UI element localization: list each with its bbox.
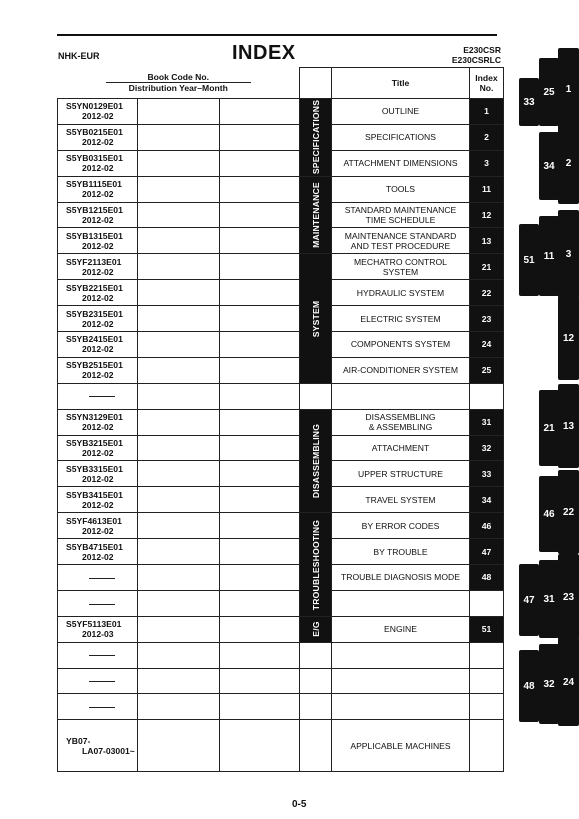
group-label: MAINTENANCE [310, 182, 321, 248]
book-code-cell [58, 565, 138, 591]
book-code-cell [58, 435, 138, 461]
model-names [452, 45, 501, 65]
blank-cell [300, 720, 332, 772]
index-tab-cell[interactable]: 31 [470, 409, 504, 435]
title-line-1: OUTLINE [381, 106, 420, 117]
blank-cell [220, 616, 300, 642]
book-code: S5YF5113E01 [66, 619, 122, 630]
book-code: S5YB1315E01 [66, 230, 123, 241]
index-tab-cell[interactable]: 23 [470, 306, 504, 332]
dash-line [89, 655, 115, 656]
blank-cell [470, 694, 504, 720]
distribution-date: 2012-02 [82, 551, 114, 562]
blank-cell [138, 565, 220, 591]
book-code-cell [58, 150, 138, 176]
blank-cell [220, 280, 300, 306]
index-tab-cell[interactable]: 3 [470, 150, 504, 176]
title-cell [332, 694, 470, 720]
book-code-cell [58, 280, 138, 306]
side-tab-13[interactable]: 13 [558, 384, 579, 468]
index-label: Index [475, 73, 498, 83]
book-code: S5YB2215E01 [66, 282, 123, 293]
book-code-cell [58, 720, 138, 772]
table-row [58, 306, 504, 332]
blank-cell [300, 642, 332, 668]
title-cell [332, 616, 470, 642]
title-line-1: BY ERROR CODES [361, 520, 440, 531]
title-header: Title [332, 68, 470, 99]
title-line-1: TRAVEL SYSTEM [365, 494, 436, 505]
side-tab-11[interactable]: 11 [539, 216, 559, 296]
title-line-1: ATTACHMENT DIMENSIONS [343, 158, 458, 169]
title-cell [332, 176, 470, 202]
top-rule [57, 34, 497, 36]
blank-cell [220, 99, 300, 125]
index-tab-cell[interactable]: 22 [470, 280, 504, 306]
side-tab-33[interactable]: 33 [519, 78, 539, 126]
table-row [58, 642, 504, 668]
book-code-cell [58, 176, 138, 202]
index-tab-cell[interactable]: 34 [470, 487, 504, 513]
title-cell [332, 99, 470, 125]
table-row [58, 590, 504, 616]
book-code-cell [58, 357, 138, 383]
title-cell [332, 539, 470, 565]
index-tab-cell[interactable]: 12 [470, 202, 504, 228]
blank-cell [220, 254, 300, 280]
blank-cell [470, 590, 504, 616]
blank-cell [220, 150, 300, 176]
side-tab-31[interactable]: 31 [539, 560, 559, 638]
title-line-1: BY TROUBLE [373, 546, 428, 557]
blank-cell [138, 668, 220, 694]
index-tab-cell[interactable]: 32 [470, 435, 504, 461]
blank-cell [220, 124, 300, 150]
table-row [58, 332, 504, 358]
blank-cell [220, 332, 300, 358]
distribution-date: 2012-02 [82, 215, 114, 225]
title-cell [332, 254, 470, 280]
book-code: S5YB4715E01 [66, 541, 123, 552]
blank-cell [470, 383, 504, 409]
book-code: S5YN0129E01 [66, 101, 123, 112]
side-tab-2[interactable]: 2 [558, 122, 579, 204]
distribution-date: LA07-03001~ [82, 745, 135, 756]
title-line-1: ELECTRIC SYSTEM [360, 313, 441, 324]
title-cell [332, 642, 470, 668]
book-code: S5YB0315E01 [66, 153, 123, 164]
index-tab-cell[interactable]: 11 [470, 176, 504, 202]
blank-cell [220, 202, 300, 228]
table-row [58, 668, 504, 694]
title-line-1: TOOLS [386, 184, 415, 195]
blank-cell [220, 668, 300, 694]
group-label: DISASSEMBLING [310, 423, 321, 499]
book-code-cell [58, 642, 138, 668]
title-cell [332, 720, 470, 772]
index-tab-cell[interactable]: 2 [470, 124, 504, 150]
table-row [58, 176, 504, 202]
table-row [58, 228, 504, 254]
title-cell [332, 565, 470, 591]
book-code-cell [58, 383, 138, 409]
distribution-date: 2012-02 [82, 189, 114, 200]
table-row [58, 539, 504, 565]
blank-cell [138, 461, 220, 487]
blank-cell [220, 383, 300, 409]
book-code-cell [58, 513, 138, 539]
blank-cell [138, 99, 220, 125]
title-line-1: ATTACHMENT [371, 443, 430, 454]
book-code-cell [58, 99, 138, 125]
blank-cell [300, 383, 332, 409]
title-cell [332, 668, 470, 694]
dash-line [89, 707, 115, 708]
distribution-date: 2012-02 [82, 163, 114, 174]
table-row [58, 357, 504, 383]
title-line-1: MAINTENANCE STANDARD [344, 230, 457, 241]
blank-cell [470, 668, 504, 694]
index-tab-cell[interactable]: 21 [470, 254, 504, 280]
title-cell [332, 124, 470, 150]
book-code-cell [58, 332, 138, 358]
side-tab-34[interactable]: 34 [539, 132, 559, 200]
index-tab-cell[interactable]: 51 [470, 616, 504, 642]
group-label-cell [300, 176, 332, 254]
blank-cell [138, 720, 220, 772]
table-row [58, 435, 504, 461]
group-header [300, 68, 332, 99]
distribution-date: 2012-03 [82, 629, 114, 640]
blank-cell [300, 668, 332, 694]
side-tab-46[interactable]: 46 [539, 476, 559, 552]
title-line-1: AIR-CONDITIONER SYSTEM [342, 365, 459, 376]
title-line-1: HYDRAULIC SYSTEM [356, 287, 445, 298]
title-cell [332, 590, 470, 616]
title-line-2: AND TEST PROCEDURE [350, 240, 451, 251]
group-label-cell [300, 99, 332, 177]
group-label: SPECIFICATIONS [310, 100, 321, 175]
distribution-date: 2012-02 [82, 111, 114, 122]
table-row [58, 513, 504, 539]
blank-cell [138, 332, 220, 358]
blank-cell [220, 720, 300, 772]
book-code-cell [58, 124, 138, 150]
blank-cell [138, 150, 220, 176]
title-line-1: STANDARD MAINTENANCE [344, 205, 457, 215]
table-row [58, 280, 504, 306]
blank-cell [138, 357, 220, 383]
book-code: S5YB2515E01 [66, 360, 123, 371]
index-tab-cell[interactable]: 47 [470, 539, 504, 565]
blank-cell [138, 228, 220, 254]
group-label-cell [300, 616, 332, 642]
blank-cell [220, 435, 300, 461]
distribution-date: 2012-02 [82, 525, 114, 536]
book-code-cell [58, 202, 138, 228]
blank-cell [220, 565, 300, 591]
title-line-1: TROUBLE DIAGNOSIS MODE [341, 572, 460, 583]
side-tab-32[interactable]: 32 [539, 644, 559, 724]
table-row [58, 720, 504, 772]
group-label: TROUBLESHOOTING [310, 519, 321, 610]
dash-line [89, 578, 115, 579]
blank-cell [138, 254, 220, 280]
title-line-1: UPPER STRUCTURE [358, 468, 443, 479]
group-label-cell [300, 254, 332, 383]
table-row [58, 99, 504, 125]
title-cell [332, 409, 470, 435]
book-code-cell [58, 590, 138, 616]
book-code-cell [58, 616, 138, 642]
blank-cell [138, 694, 220, 720]
book-code-cell [58, 228, 138, 254]
blank-cell [138, 616, 220, 642]
book-code-header [58, 68, 300, 99]
book-code-cell [58, 668, 138, 694]
blank-cell [220, 357, 300, 383]
title-cell [332, 228, 470, 254]
title-line-2: SYSTEM [382, 266, 419, 277]
table-row [58, 254, 504, 280]
title-cell [332, 461, 470, 487]
blank-cell [220, 409, 300, 435]
title-line-2: TIME SCHEDULE [365, 215, 436, 225]
distribution-date: 2012-02 [82, 448, 114, 459]
blank-cell [220, 539, 300, 565]
blank-cell [138, 409, 220, 435]
book-code: S5YB0215E01 [66, 127, 123, 138]
table-row [58, 202, 504, 228]
side-tab-51[interactable]: 51 [519, 224, 539, 296]
table-row [58, 461, 504, 487]
blank-cell [300, 694, 332, 720]
dash-line [89, 604, 115, 605]
distribution-date: 2012-02 [82, 292, 114, 303]
book-code: S5YB2415E01 [66, 334, 123, 345]
book-code: S5YB3215E01 [66, 438, 123, 449]
side-tab-1[interactable]: 1 [558, 48, 579, 130]
title-cell [332, 150, 470, 176]
side-tab-23[interactable]: 23 [558, 554, 579, 640]
book-code: S5YN3129E01 [66, 412, 123, 423]
page-title: INDEX [232, 42, 296, 64]
model-name-1: E230CSR [463, 45, 501, 55]
distribution-date: 2012-02 [82, 137, 114, 148]
blank-cell [220, 513, 300, 539]
blank-cell [138, 539, 220, 565]
group-label: E/G [310, 621, 321, 637]
book-code-cell [58, 461, 138, 487]
table-row [58, 124, 504, 150]
distribution-date: 2012-02 [82, 499, 114, 510]
book-code-cell [58, 487, 138, 513]
title-cell [332, 357, 470, 383]
blank-cell [220, 228, 300, 254]
distribution-date: 2012-02 [82, 318, 114, 329]
title-line-1: MECHATRO CONTROL [354, 256, 447, 267]
distribution-date: 2012-02 [82, 240, 114, 251]
blank-cell [138, 642, 220, 668]
table-row [58, 565, 504, 591]
blank-cell [220, 176, 300, 202]
index-tab-cell[interactable]: 1 [470, 99, 504, 125]
table-row [58, 616, 504, 642]
blank-cell [138, 306, 220, 332]
book-code-cell [58, 254, 138, 280]
distribution-date: 2012-02 [82, 266, 114, 277]
blank-cell [138, 435, 220, 461]
group-label: SYSTEM [310, 300, 321, 337]
blank-cell [138, 124, 220, 150]
title-line-1: DISASSEMBLING [365, 412, 436, 423]
table-row [58, 487, 504, 513]
blank-cell [220, 461, 300, 487]
index-tab-cell[interactable]: 33 [470, 461, 504, 487]
distribution-date: 2012-02 [82, 344, 114, 355]
distribution-label: Distribution Year–Month [128, 83, 228, 94]
group-label-cell [300, 513, 332, 617]
index-tab-cell[interactable]: 24 [470, 332, 504, 358]
side-tab-47[interactable]: 47 [519, 564, 539, 636]
blank-cell [220, 694, 300, 720]
title-cell [332, 306, 470, 332]
table-row [58, 409, 504, 435]
book-code: YB07- [66, 735, 91, 746]
blank-cell [138, 280, 220, 306]
side-tab-25[interactable]: 25 [539, 58, 559, 126]
dash-line [89, 396, 115, 397]
side-tab-24[interactable]: 24 [558, 638, 579, 726]
group-label-cell [300, 409, 332, 513]
title-cell [332, 202, 470, 228]
distribution-date: 2012-02 [82, 370, 114, 381]
index-tab-cell[interactable]: 46 [470, 513, 504, 539]
blank-cell [470, 720, 504, 772]
book-code-cell [58, 539, 138, 565]
table-row [58, 150, 504, 176]
blank-cell [138, 202, 220, 228]
index-tab-cell[interactable]: 48 [470, 565, 504, 591]
blank-cell [138, 513, 220, 539]
index-table [57, 67, 504, 772]
index-no-label: No. [479, 83, 494, 93]
book-code-cell [58, 409, 138, 435]
blank-cell [220, 306, 300, 332]
title-cell [332, 487, 470, 513]
blank-cell [220, 642, 300, 668]
blank-cell [138, 383, 220, 409]
distribution-date: 2012-02 [82, 473, 114, 484]
title-line-1: ENGINE [384, 624, 417, 635]
distribution-date: 2012-02 [82, 422, 114, 433]
title-cell [332, 280, 470, 306]
side-tab-22[interactable]: 22 [558, 470, 579, 554]
title-cell [332, 383, 470, 409]
table-row [58, 694, 504, 720]
model-name-2: E230CSRLC [451, 55, 501, 65]
region-code: NHK-EUR [58, 51, 100, 61]
index-header [470, 68, 504, 99]
title-line-2: & ASSEMBLING [368, 422, 433, 433]
title-line-1: COMPONENTS SYSTEM [350, 339, 451, 350]
title-cell [332, 332, 470, 358]
book-code: S5YF4613E01 [66, 515, 122, 526]
index-tab-cell[interactable]: 13 [470, 228, 504, 254]
title-line-1: SPECIFICATIONS [365, 132, 436, 143]
index-tab-cell[interactable]: 25 [470, 357, 504, 383]
book-code-label: Book Code No. [106, 72, 251, 83]
side-tab-3[interactable]: 3 [558, 210, 579, 298]
side-tab-12[interactable]: 12 [558, 296, 579, 380]
blank-cell [470, 642, 504, 668]
book-code: S5YF2113E01 [66, 256, 122, 267]
book-code-cell [58, 694, 138, 720]
side-tab-21[interactable]: 21 [539, 390, 559, 466]
book-code: S5YB3315E01 [66, 463, 123, 474]
book-code: S5YB3415E01 [66, 489, 123, 500]
blank-cell [138, 590, 220, 616]
blank-cell [220, 487, 300, 513]
book-code: S5YB1115E01 [66, 179, 122, 190]
dash-line [89, 681, 115, 682]
page-number: 0-5 [292, 799, 307, 810]
book-code: S5YB1215E01 [66, 205, 123, 215]
book-code: S5YB2315E01 [66, 308, 123, 319]
table-row [58, 383, 504, 409]
blank-cell [138, 176, 220, 202]
title-cell [332, 435, 470, 461]
side-tab-48[interactable]: 48 [519, 650, 539, 722]
title-cell [332, 513, 470, 539]
blank-cell [220, 590, 300, 616]
book-code-cell [58, 306, 138, 332]
title-line-1: APPLICABLE MACHINES [350, 740, 451, 751]
blank-cell [138, 487, 220, 513]
